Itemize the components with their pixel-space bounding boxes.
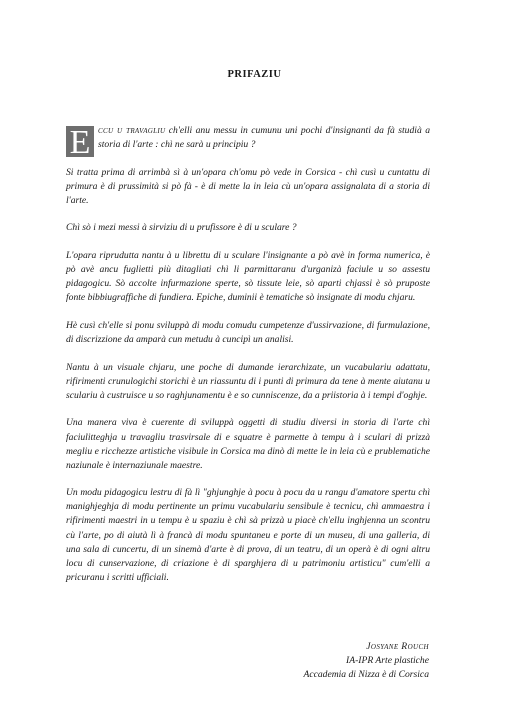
paragraph-visual: Nantu à un visuale chjaru, une poche di dumande ierarchizate, un vucabulariu adattatu, rifirimenti crunulogichi storichi è un riassuntu di i punti di primura da tene à mente aiutanu u sculariu à custruisce u so raghjunamentu è e so cunniscenze, da a priistoria à i tempi d'oghje. (66, 361, 430, 401)
signature-block (303, 640, 429, 682)
paragraph-intro (66, 124, 430, 157)
signature-name: Josyane Rouch (366, 641, 429, 652)
paragraph-competences: Hè cusì ch'elle si ponu sviluppà di modu comudu cumpetenze d'ussirvazione, di furmulazione, di discrizzione da amparà cun metudu à cuncipì un analisi. (66, 319, 430, 346)
signature-org: Accademia di Nizza è di Corsica (303, 669, 429, 680)
page-title: PRIFAZIU (227, 69, 282, 80)
paragraph-method: Una manera viva è cuerente di sviluppà oggetti di studiu diversi in storia di l'arte chì faciulitteghja u travagliu trasvirsale di e squatre è parmette à tempu à i sculari di prizzà megliu e ricchezze artistiche visibule in Corsica ma dinò di mette le in leia cù e prublematiche naziunale è internaziunale maestre. (66, 417, 430, 471)
drop-cap: E (66, 126, 94, 157)
preface-body (66, 124, 430, 598)
signature-role: IA-IPR Arte plastiche (346, 655, 429, 666)
paragraph-resources: L'opara riprudutta nantu à u librettu di u sculare l'insignante a pò avè in forma numerica, è pò avè ancu fuglietti più ditagliati chì li parmittaranu d'urganizà faciule u so assestu pidagogicu. Sò accolte infurmazione sperte, sò tissute leie, sò aparti chjassi è sò pruposte fonte bibbiugraffiche di fundiera. Epiche, duminii è tematiche sò insignate di modu chjaru. (66, 250, 430, 304)
intro-text: ch'elli anu messu in cumunu uni pochi d'insignanti da fà studià a storia di l'arte : chì ne sarà u principiu ? (98, 125, 430, 151)
lead-in-text: ccu u travagliu (98, 125, 166, 136)
paragraph-intro-continued: Si tratta prima di arrimbà sì à un'opara ch'omu pò vede in Corsica - chì cusì u cuntattu di primura è di prussimità si pò fà - è di mette la in leia cù un'opara assignalata di a storia di l'arte. (66, 166, 430, 206)
paragraph-pedagogy: Un modu pidagogicu lestru di fà lì "ghjunghje à pocu à pocu da u rangu d'amatore spertu chì manighjeghja di modu pertinente un primu vucabulariu sensibule è tecnicu, chì ammaestra i rifirimenti maestri in u tempu è u spaziu è chì sà prizzà u piacè ch'ellu inghjenna un scontru cù l'arte, po di aiutà lì à francà di modu spuntaneu e porte di un museu, di una galleria, di una sala di cuncertu, di un sinemà d'arte è di prova, di un teatru, di un operà è di ogni altru locu di cunservazione, di criazione è di sparghjera di u patrimoniu artisticu" cum'elli a pricuranu i scritti ufficiali. (66, 487, 430, 583)
paragraph-question: Chì sò i mezi messi à sirviziu di u prufissore è di u sculare ? (66, 222, 297, 234)
